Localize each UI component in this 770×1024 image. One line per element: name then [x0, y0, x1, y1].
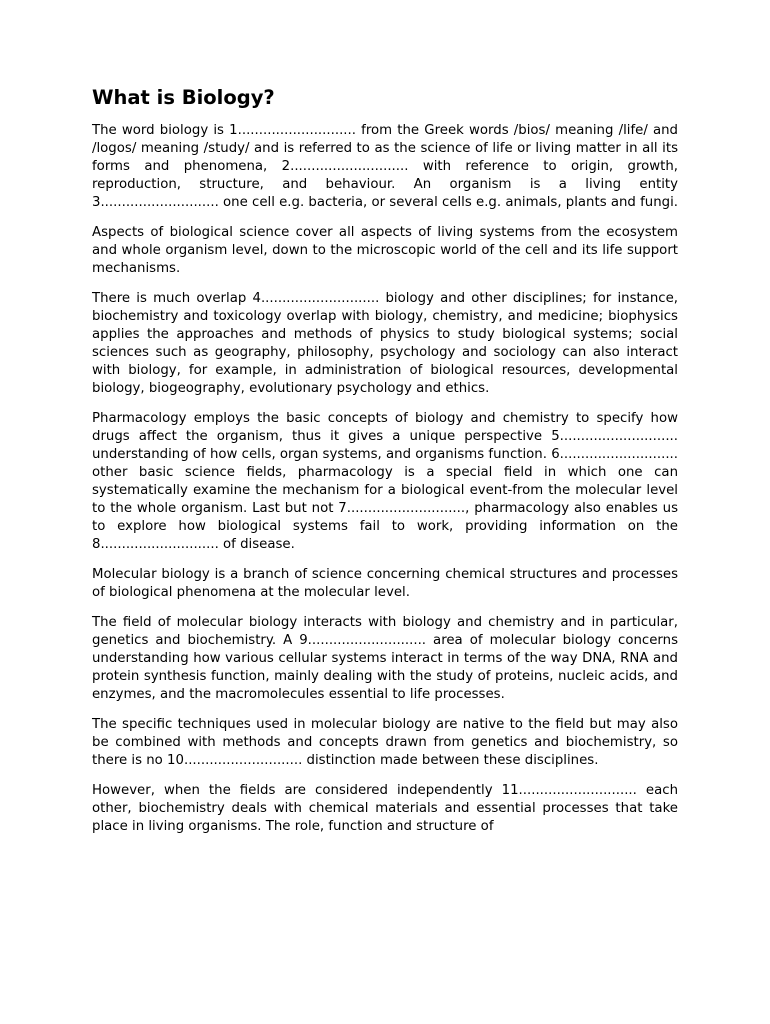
paragraph-aspects: Aspects of biological science cover all aspects of living systems from the ecosystem and whole organism level, down to the microscopic world of the cell and its life support mechanisms.: [92, 225, 678, 276]
paragraph-techniques: The specific techniques used in molecular biology are native to the field but may also be combined with methods and concepts drawn from genetics and biochemistry, so there is no 10............................ distinction made between these disciplines.: [92, 717, 678, 768]
paragraph-molecular-biology: Molecular biology is a branch of science concerning chemical structures and processes of biological phenomena at the molecular level.: [92, 567, 678, 600]
document-title: What is Biology?: [92, 86, 275, 109]
paragraph-biology-definition: The word biology is 1............................ from the Greek words /bios/ meaning /life/ and /logos/ meaning /study/ and is referred to as the science of life or living matter in all its forms and phenomena, 2............................ with reference to origin, growth, reproduction, structure, and behaviour. An organism is a living entity 3............................ one cell e.g. bacteria, or several cells e.g. animals, plants and fungi.: [92, 123, 678, 210]
paragraph-molecular-field: The field of molecular biology interacts with biology and chemistry and in particular, genetics and biochemistry. A 9............................ area of molecular biology concerns understanding how various cellular systems interact in terms of the way DNA, RNA and protein synthesis function, mainly dealing with the study of proteins, nucleic acids, and enzymes, and the macromolecules essential to life processes.: [92, 615, 678, 702]
paragraph-biochemistry: However, when the fields are considered independently 11............................ each other, biochemistry deals with chemical materials and essential processes that take place in living organisms. The role, function and structure of: [92, 783, 678, 834]
document-page: [92, 84, 678, 848]
paragraph-overlap: There is much overlap 4............................ biology and other disciplines; for instance, biochemistry and toxicology overlap with biology, chemistry, and medicine; biophysics applies the approaches and methods of physics to study biological systems; social sciences such as geography, philosophy, psychology and sociology can also interact with biology, for example, in administration of biological resources, developmental biology, biogeography, evolutionary psychology and ethics.: [92, 291, 678, 396]
paragraph-pharmacology: Pharmacology employs the basic concepts of biology and chemistry to specify how drugs affect the organism, thus it gives a unique perspective 5............................ understanding of how cells, organ systems, and organisms function. 6............................ other basic science fields, pharmacology is a special field in which one can systematically examine the mechanism for a biological event-from the molecular level to the whole organism. Last but not 7............................, pharmacology also enables us to explore how biological systems fail to work, providing information on the 8............................ of disease.: [92, 411, 678, 552]
